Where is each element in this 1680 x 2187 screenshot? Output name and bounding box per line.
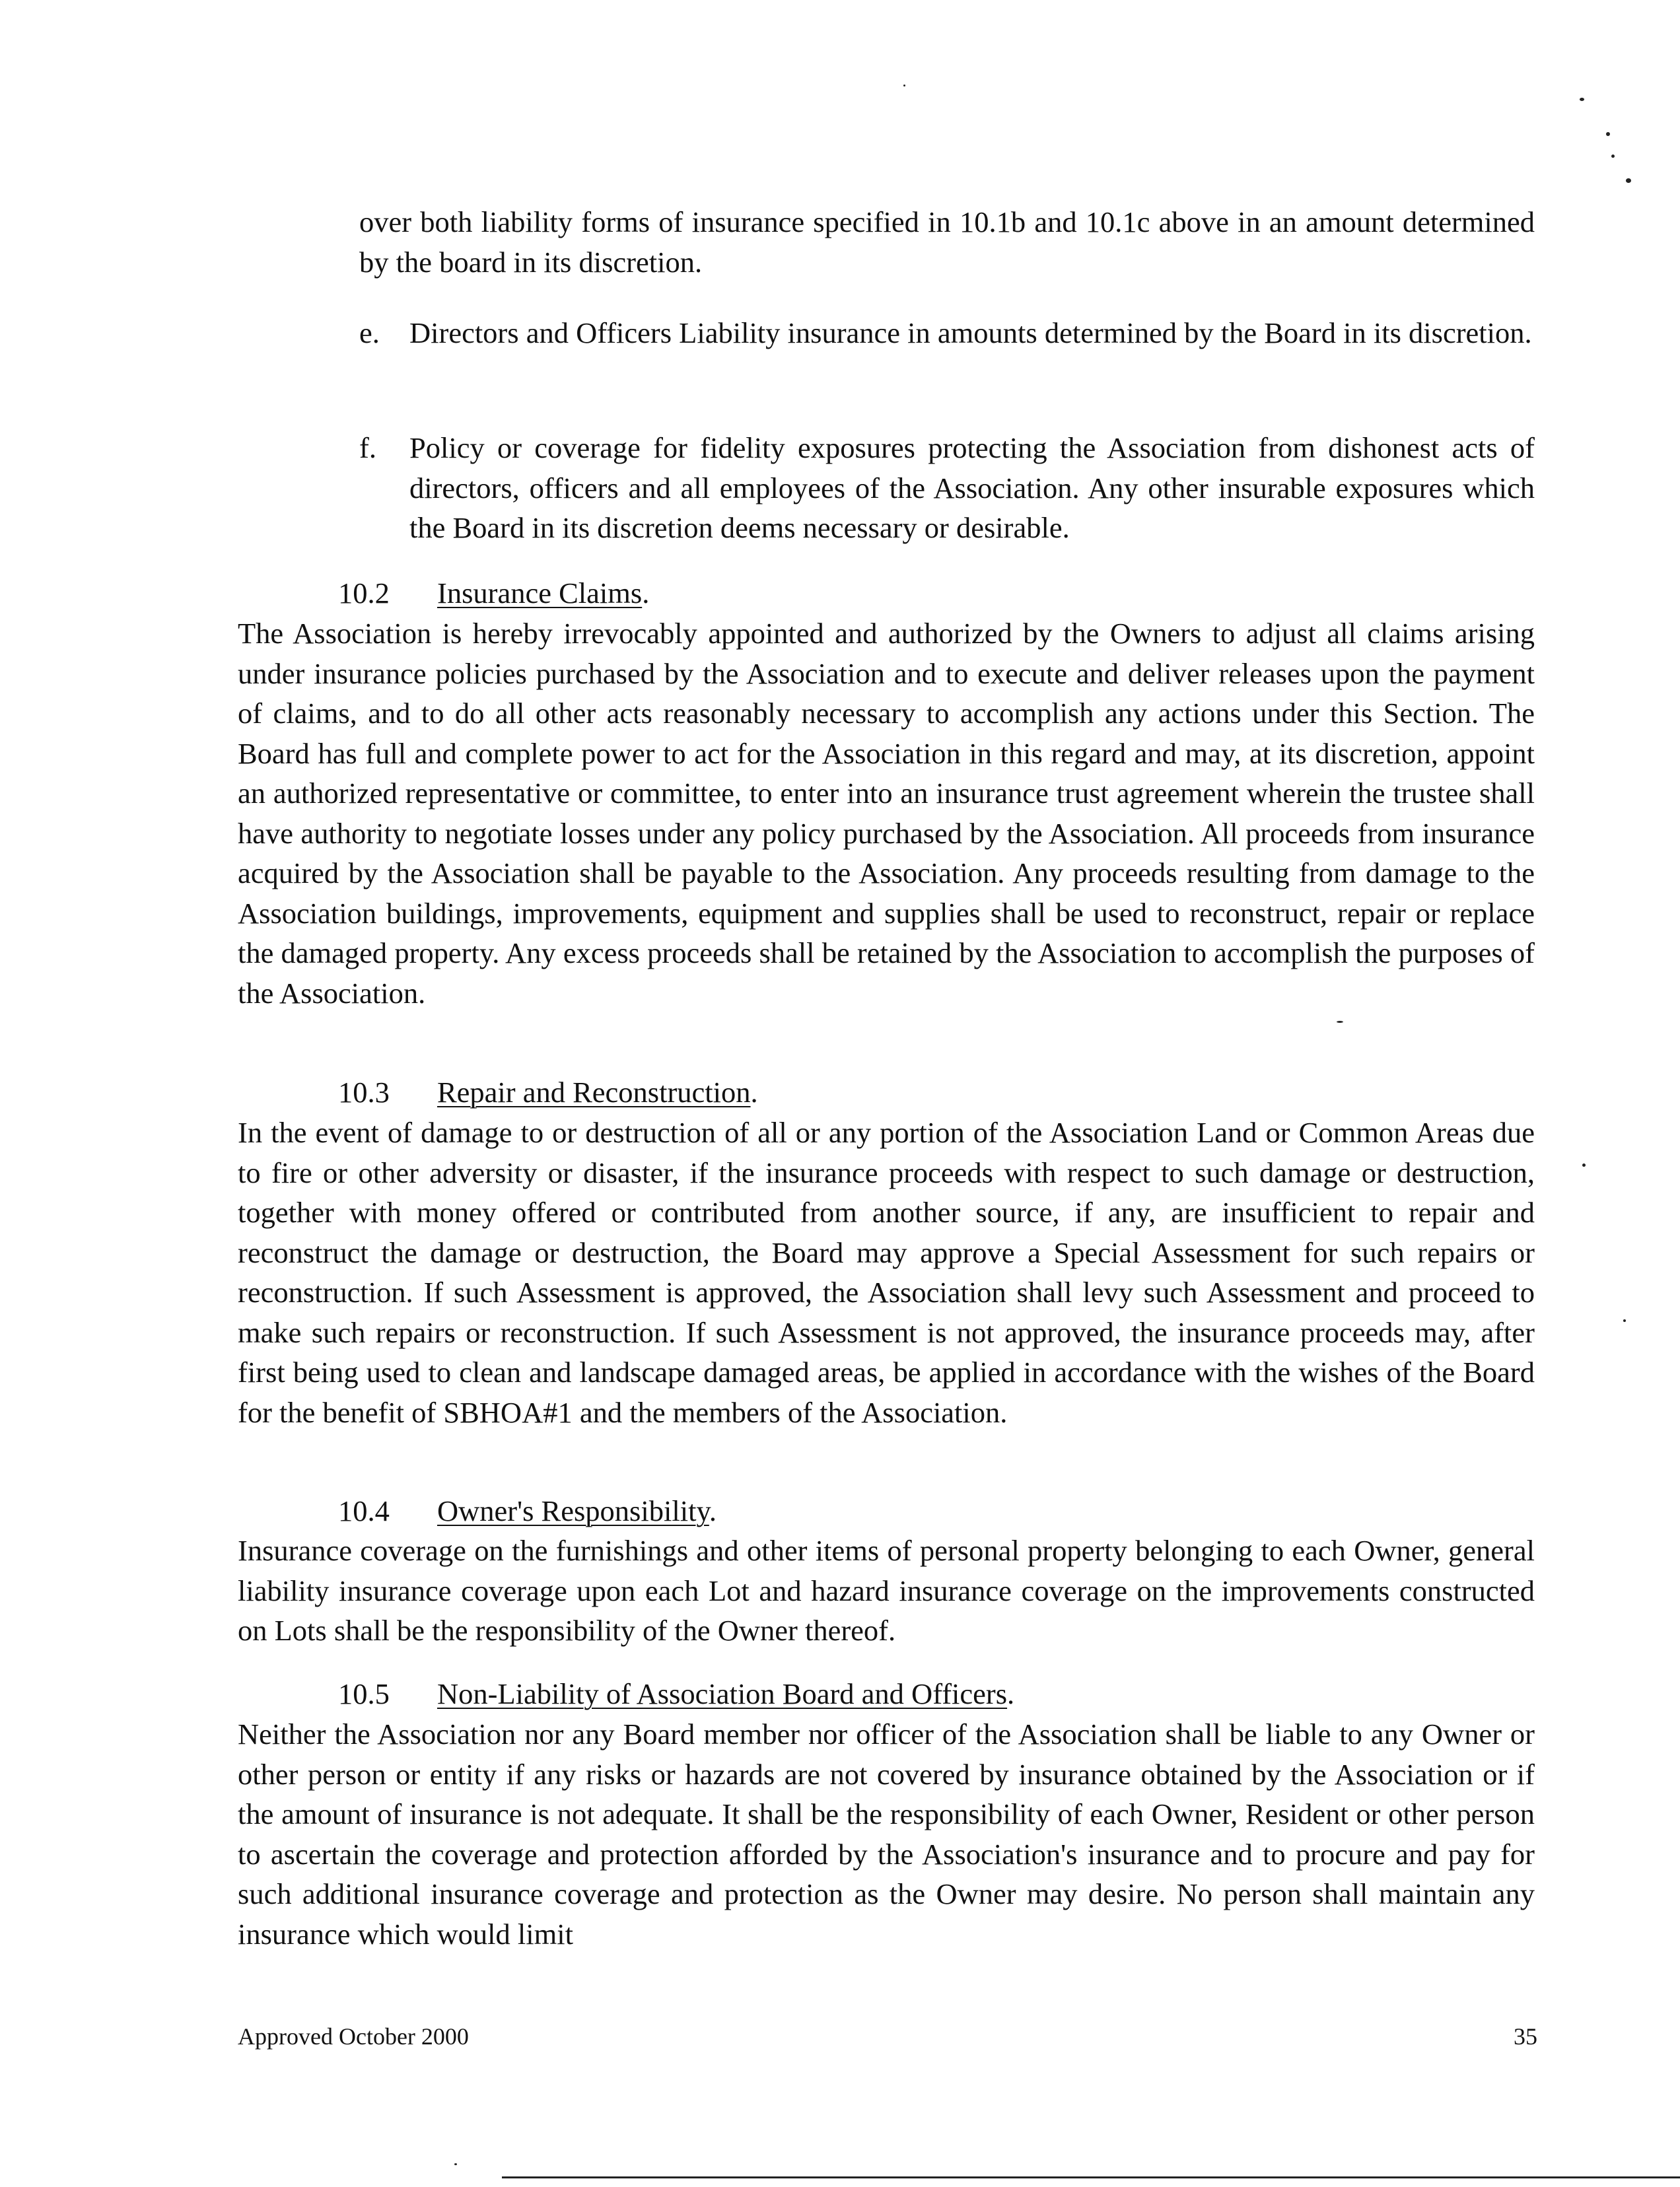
list-marker: e. (359, 316, 380, 349)
section-number: 10.3 (338, 1076, 390, 1109)
section-number: 10.4 (338, 1494, 390, 1527)
section-number: 10.2 (338, 576, 390, 609)
scan-speck (1606, 132, 1610, 136)
footer-approval: Approved October 2000 (238, 2023, 469, 2050)
list-item-text: Directors and Officers Liability insurance in amounts determined by the Board in its discretion. (409, 316, 1532, 349)
list-item-text: Policy or coverage for fidelity exposures protecting the Association from dishonest acts of directors, officers and all employees of the Association. Any other insurable exposures which the Board in its discretion deems necessary or desirable. (409, 431, 1535, 544)
section-body-10-2: The Association is hereby irrevocably appointed and authorized by the Owners to adjust all claims arising under insurance policies purchased by the Association and to execute and deliver releases upon the payment of claims, and to do all other acts reasonably necessary to accomplish any actions under this Section. The Board has full and complete power to act for the Association in this regard and may, at its discretion, appoint an authorized representative or committee, to enter into an insurance trust agreement wherein the trustee shall have authority to negotiate losses under any policy purchased by the Association. All proceeds from insurance acquired by the Association shall be payable to the Association. Any proceeds resulting from damage to the Association buildings, improvements, equipment and supplies shall be used to reconstruct, repair or replace the damaged property. Any excess proceeds shall be retained by the Association to accomplish the purposes of the Association. (238, 617, 1535, 1010)
section-heading-10-3 (338, 1072, 758, 1113)
scan-speck (1582, 1163, 1586, 1167)
section-body-10-4: Insurance coverage on the furnishings and other items of personal property belonging to each Owner, general liability insurance coverage upon each Lot and hazard insurance coverage on the improvements constructed on Lots shall be the responsibility of the Owner thereof. (238, 1534, 1535, 1647)
scan-speck (1580, 98, 1584, 101)
page-number: 35 (1514, 2023, 1537, 2050)
scan-speck (903, 85, 905, 87)
scan-speck (454, 2163, 457, 2165)
list-marker: f. (359, 431, 376, 464)
continued-paragraph: over both liability forms of insurance specified in 10.1b and 10.1c above in an amount determined by the board in its discretion. (359, 205, 1535, 279)
section-body-10-3: In the event of damage to or destruction of all or any portion of the Association Land or Common Areas due to fire or other adversity or disaster, if the insurance proceeds with respect to such damage or destruction, together with money offered or contributed from another source, if any, are insufficient to repair and reconstruct the damage or destruction, the Board may approve a Special Assessment for such repairs or reconstruction. If such Assessment is approved, the Association shall levy such Assessment and proceed to make such repairs or reconstruction. If such Assessment is not approved, the insurance proceeds may, after first being used to clean and landscape damaged areas, be applied in accordance with the wishes of the Board for the benefit of SBHOA#1 and the members of the Association. (238, 1116, 1535, 1429)
section-title-suffix: . (709, 1494, 717, 1527)
bottom-scan-rule (502, 2176, 1680, 2178)
section-heading-10-4 (338, 1491, 717, 1531)
scan-speck (1611, 155, 1615, 158)
section-title: Insurance Claims (437, 576, 643, 609)
section-title: Owner's Responsibility (437, 1494, 709, 1527)
section-heading-10-5 (338, 1674, 1014, 1714)
section-number: 10.5 (338, 1677, 390, 1710)
list-item-e (359, 313, 1535, 393)
section-body-10-5: Neither the Association nor any Board member nor officer of the Association shall be liable to any Owner or other person or entity if any risks or hazards are not covered by insurance obtained by the Association or if the amount of insurance is not adequate. It shall be the responsibility of each Owner, Resident or other person to ascertain the coverage and protection afforded by the Association's insurance and to procure and pay for such additional insurance coverage and protection as the Owner may desire. No person shall maintain any insurance which would limit (238, 1718, 1535, 1951)
scan-speck (1626, 178, 1631, 183)
section-heading-10-2 (338, 573, 649, 613)
list-item-f (359, 428, 1535, 548)
section-title-suffix: . (1007, 1677, 1015, 1710)
section-title-suffix: . (642, 576, 650, 609)
section-title: Non-Liability of Association Board and Officers (437, 1677, 1008, 1710)
scan-speck (1623, 1319, 1626, 1322)
scan-speck (1337, 1021, 1343, 1023)
section-title-suffix: . (750, 1076, 758, 1109)
section-title: Repair and Reconstruction (437, 1076, 751, 1109)
